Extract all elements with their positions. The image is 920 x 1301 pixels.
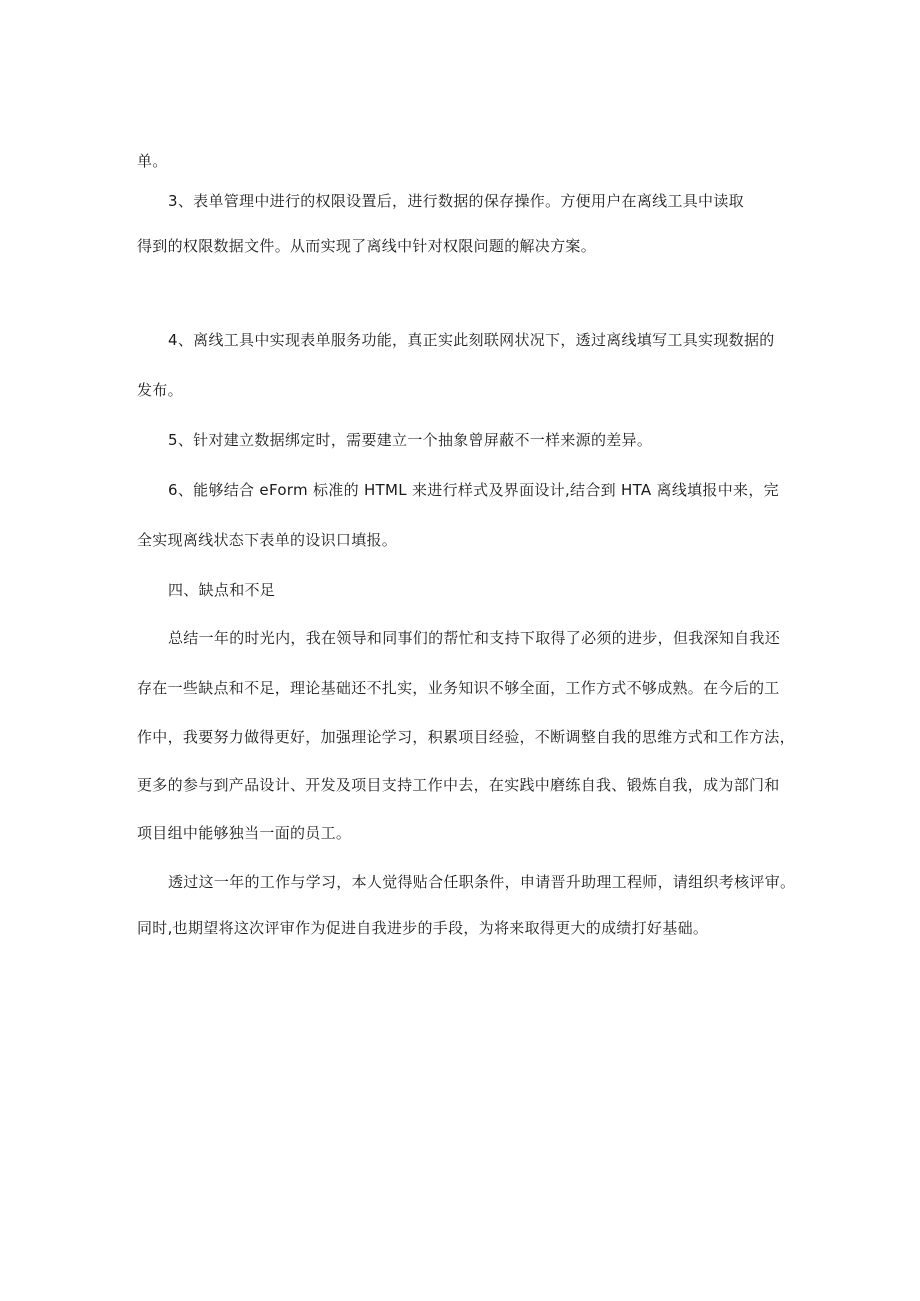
text-line: 项目组中能够独当一面的员工。 [137, 824, 352, 842]
text-line: 6、能够结合 eForm 标准的 HTML 来进行样式及界面设计,结合到 HTA 离线填报中来，完 [168, 481, 779, 499]
text-line: 单。 [137, 152, 168, 170]
text-line: 发布。 [137, 381, 183, 399]
text-line: 3、表单管理中进行的权限设置后，进行数据的保存操作。方便用户在离线工具中读取 [168, 192, 744, 210]
text-line: 存在一些缺点和不足，理论基础还不扎实，业务知识不够全面，工作方式不够成熟。在今后的工 [137, 679, 780, 697]
text-line: 全实现离线状态下表单的设识口填报。 [137, 531, 398, 549]
text-line: 得到的权限数据文件。从而实现了离线中针对权限问题的解决方案。 [137, 237, 597, 255]
text-line: 同时,也期望将这次评审作为促进自我进步的手段，为将来取得更大的成绩打好基础。 [137, 919, 709, 937]
text-line: 5、针对建立数据绑定时，需要建立一个抽象曾屏蔽不一样来源的差异。 [168, 431, 653, 449]
text-line: 总结一年的时光内，我在领导和同事们的帮忙和支持下取得了必须的进步，但我深知自我还 [168, 629, 781, 647]
section-heading: 四、缺点和不足 [168, 581, 276, 599]
text-line: 透过这一年的工作与学习，本人觉得贴合任职条件，申请晋升助理工程师，请组织考核评审。 [168, 873, 796, 891]
text-line: 4、离线工具中实现表单服务功能，真正实此刻联网状况下，透过离线填写工具实现数据的 [168, 331, 775, 349]
text-line: 作中，我要努力做得更好，加强理论学习，积累项目经验，不断调整自我的思维方式和工作方法， [137, 728, 795, 746]
text-line: 更多的参与到产品设计、开发及项目支持工作中去，在实践中磨练自我、锻炼自我，成为部门和 [137, 776, 780, 794]
